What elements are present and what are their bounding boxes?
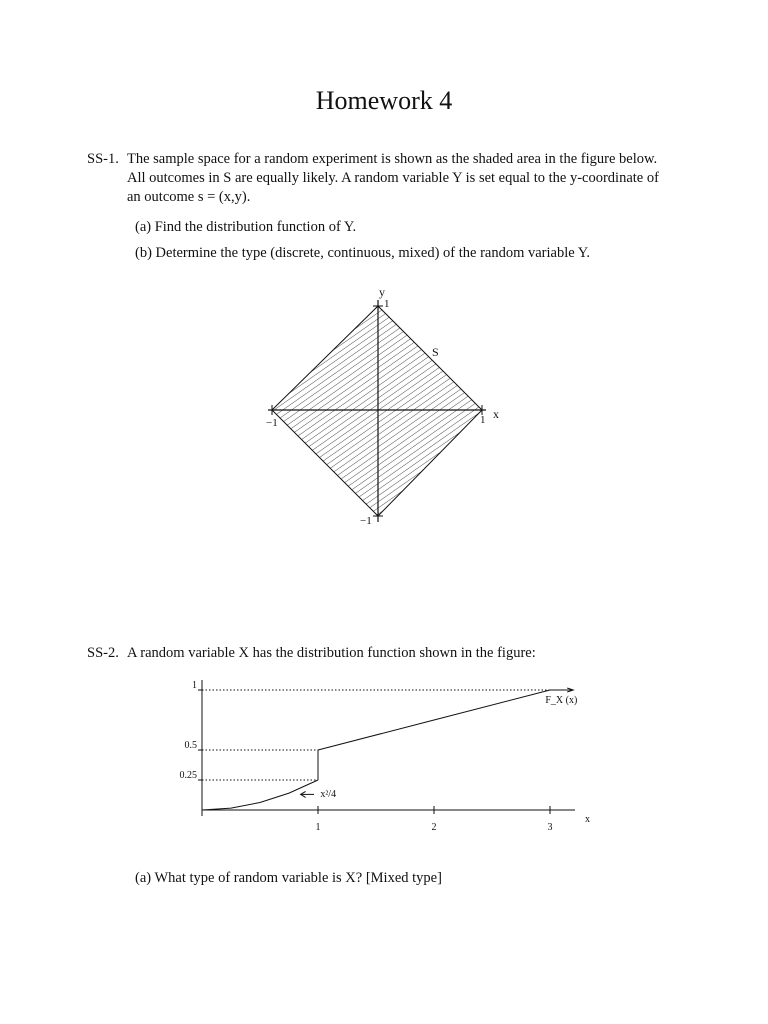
problem-ss1-line1: The sample space for a random experiment is shown as the shaded area in the figure below. xyxy=(127,151,658,167)
curve-label-fx: F_X (x) xyxy=(545,695,578,707)
problem-ss1-part-b: (b) Determine the type (discrete, continuous, mixed) of the random variable Y. xyxy=(135,245,590,261)
region-label-s: S xyxy=(432,345,439,359)
problem-ss1-line2: All outcomes in S are equally likely. A random variable Y is set equal to the y-coordinate of xyxy=(127,170,659,186)
y-tick-label: 0.25 xyxy=(179,770,197,781)
x-tick-label: 3 xyxy=(547,822,553,833)
parabola-label: x²/4 xyxy=(320,788,337,800)
x-tick-label: 1 xyxy=(315,822,321,833)
cdf-chart xyxy=(170,672,610,842)
tick-y-neg: −1 xyxy=(360,515,372,527)
x-axis-label: x xyxy=(585,814,590,825)
tick-x-pos: 1 xyxy=(480,414,486,426)
y-tick-label: 1 xyxy=(192,680,197,691)
region-s xyxy=(272,306,482,516)
sample-space-figure xyxy=(250,280,520,540)
problem-id-ss1: SS-1. xyxy=(87,151,119,167)
problem-id-ss2: SS-2. xyxy=(87,645,119,661)
cdf-parabola-segment xyxy=(202,780,318,810)
problem-ss2-line1: A random variable X has the distribution function shown in the figure: xyxy=(127,645,536,661)
problem-ss1-part-a: (a) Find the distribution function of Y. xyxy=(135,219,357,235)
cdf-linear-segment xyxy=(318,690,550,750)
y-axis-label: y xyxy=(379,285,385,299)
x-tick-label: 2 xyxy=(431,822,437,833)
page-title: Homework 4 xyxy=(315,86,453,115)
tick-y-pos: 1 xyxy=(384,298,390,310)
tick-x-neg: −1 xyxy=(266,417,278,429)
problem-ss2-part-a: (a) What type of random variable is X? [Mixed type] xyxy=(135,870,442,886)
y-tick-label: 0.5 xyxy=(184,740,197,751)
problem-ss1-line3: an outcome s = (x,y). xyxy=(127,189,251,205)
x-axis-label: x xyxy=(493,407,499,421)
